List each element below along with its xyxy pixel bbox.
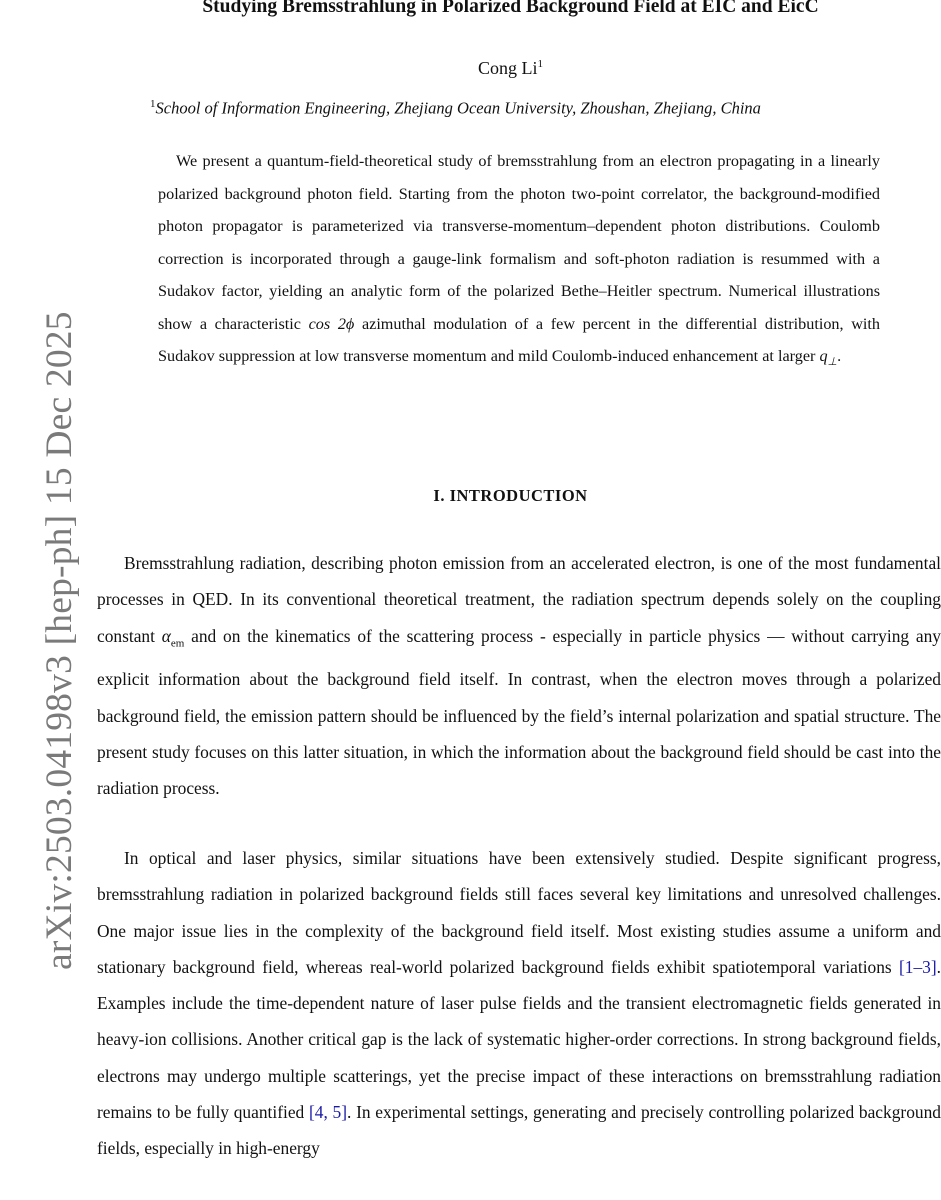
perp-subscript: ⊥ [827,356,838,369]
citation-link-4-5[interactable]: [4, 5] [308,1102,348,1123]
abstract-text-3: . [837,347,842,365]
para1-text-2: and on the kinematics of the scattering process - especially in particle physics — without carrying any explicit information about the background field itself. In contrast, when the electron moves through a polarized background field, the emission pattern should be influenced by the field’s internal polarization and spatial structure. The present study focuses on this latter situation, in which the information about the background field should be cast into the radiation process. [97,625,941,799]
abstract-math-q-perp [819,347,838,369]
arxiv-id-text: arXiv:2503.04198v3 [hep-ph] 15 Dec 2025 [39,311,80,970]
affiliation-line [150,98,940,119]
author-superscript: 1 [537,58,543,70]
affiliation-superscript: 1 [150,98,156,110]
em-subscript: em [170,637,185,650]
para2-text-1: In optical and laser physics, similar situations have been extensively studied. Despite significant progress, bremsstrahlung radiation in polarized background fields still faces several key limitations and unresolved challenges. One major issue lies in the complexity of the background field itself. Most existing studies assume a uniform and stationary background field, whereas real-world polarized background fields exhibit spatiotemporal variations [97,848,941,977]
abstract-text-1: We present a quantum-field-theoretical study of bremsstrahlung from an electron propagating in a linearly polarized background photon field. Starting from the photon two-point correlator, the background-modified photon propagator is parameterized via transverse-momentum–dependent photon distributions. Coulomb correction is incorporated through a gauge-link formalism and soft-photon radiation is resummed with a Sudakov factor, yielding an analytic form of the polarized Bethe–Heitler spectrum. Numerical illustrations show a characteristic [158,152,880,333]
author-line [80,58,941,79]
para1-text-1: Bremsstrahlung radiation, describing photon emission from an accelerated electron, is one of the most fundamental processes in QED. In its conventional theoretical treatment, the radiation spectrum depends solely on the coupling constant [97,553,941,646]
author-name: Cong Li [477,58,538,78]
para2-text-2: . Examples include the time-dependent nature of laser pulse fields and the transient electromagnetic fields generated in heavy-ion collisions. Another critical gap is the lack of systematic higher-order corrections. In strong background fields, electrons may undergo multiple scatterings, yet the precise impact of these interactions on bremsstrahlung radiation remains to be fully quantified [97,956,941,1123]
abstract-text-2: azimuthal modulation of a few percent in the differential distribution, with Sudakov suppression at low transverse momentum and mild Coulomb-induced enhancement at larger [158,314,880,365]
alpha-em-math [161,625,185,650]
paper-title: Studying Bremsstrahlung in Polarized Background Field at EIC and EicC [202,0,819,17]
section-heading-introduction: I. INTRODUCTION [433,486,588,505]
affiliation-text: School of Information Engineering, Zhejiang Ocean University, Zhoushan, Zhejiang, China [155,98,761,118]
intro-paragraph-1 [97,545,941,807]
abstract-math-cos2phi: cos 2ϕ [308,314,355,333]
abstract [158,145,880,379]
alpha-symbol: α [161,625,171,646]
para2-text-3: . In experimental settings, generating and precisely controlling polarized background fields, especially in high-energy [97,1102,941,1159]
citation-link-1-3[interactable]: [1–3] [898,956,937,977]
intro-paragraph-2 [97,840,941,1167]
q-symbol: q [819,347,828,365]
arxiv-identifier-sidebar [0,260,80,970]
